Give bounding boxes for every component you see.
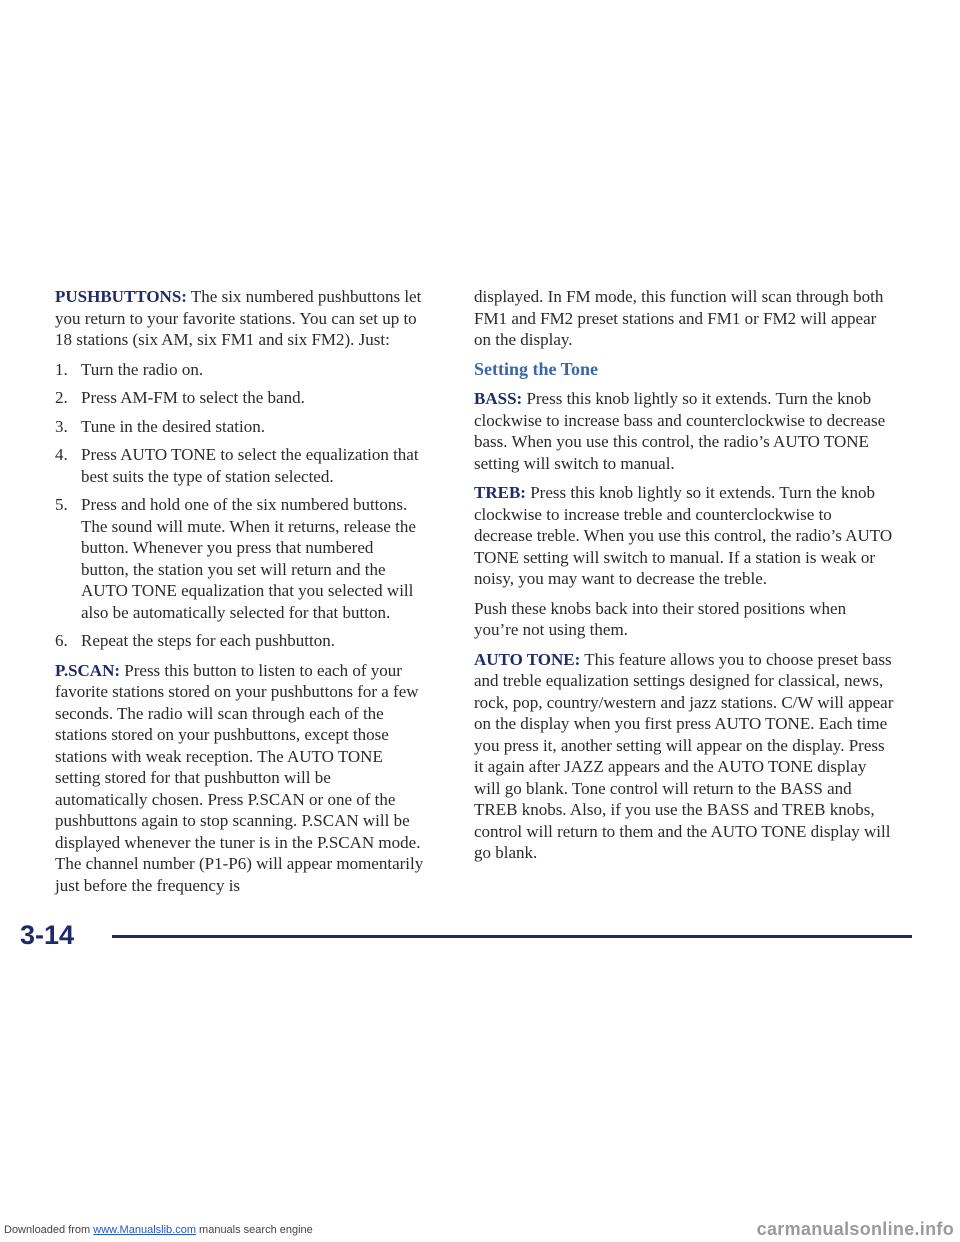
page-number: 3-14: [20, 920, 75, 950]
pscan-label: P.SCAN:: [55, 660, 121, 680]
right-column: [474, 286, 894, 872]
step-text: Turn the radio on.: [81, 359, 204, 379]
continuation-paragraph: displayed. In FM mode, this function will scan through both FM1 and FM2 preset stations and FM1 or FM2 will appear on the display.: [474, 287, 884, 349]
step-number: 1.: [55, 359, 68, 379]
step-item: [55, 359, 425, 381]
site-watermark: carmanualsonline.info: [756, 1219, 954, 1239]
step-item: [55, 416, 425, 438]
step-text: Press AUTO TONE to select the equalization that best suits the type of station selected.: [81, 445, 419, 486]
watermark-prefix: Downloaded from: [4, 1224, 94, 1236]
step-text: Press AM-FM to select the band.: [81, 388, 305, 407]
pushbuttons-text: The six numbered pushbuttons let you return to your favorite stations. You can set up to 18 stations (six AM, six FM1 and six FM2). Just:: [55, 287, 422, 349]
auto-tone-paragraph: [474, 649, 894, 864]
download-watermark: [4, 1224, 313, 1236]
step-number: 6.: [55, 631, 68, 650]
manualslib-link[interactable]: www.Manualslib.com: [93, 1224, 196, 1236]
step-item: [55, 444, 425, 487]
left-column: [55, 286, 425, 904]
auto-tone-text: This feature allows you to choose preset bass and treble equalization settings designed for classical, news, rock, pop, country/western and jazz stations. C/W will appear on the display when you first press AUTO TONE. Each time you press it, another setting will appear on the display. Press it again after JAZZ appears and the AUTO TONE display will go blank. Tone control will return to the BASS and TREB knobs. Also, if you use the BASS and TREB knobs, control will return to them and the AUTO TONE display will go blank.: [474, 649, 894, 862]
footer-rule: [112, 935, 912, 938]
step-number: 4.: [55, 445, 68, 464]
step-item: [55, 630, 425, 652]
step-number: 5.: [55, 495, 68, 514]
bass-text: Press this knob lightly so it extends. Turn the knob clockwise to increase bass and counterclockwise to decrease bass. When you use this control, the radio’s AUTO TONE setting will switch to manual.: [474, 389, 886, 473]
section-heading: Setting the Tone: [474, 358, 599, 379]
treb-label: TREB:: [474, 483, 526, 502]
step-item: [55, 494, 425, 623]
step-number: 3.: [55, 416, 68, 436]
step-text: Tune in the desired station.: [81, 416, 265, 436]
bass-label: BASS:: [474, 389, 523, 408]
step-text: Repeat the steps for each pushbutton.: [81, 631, 335, 650]
step-item: [55, 387, 425, 409]
push-back-paragraph: Push these knobs back into their stored positions when you’re not using them.: [474, 598, 847, 639]
watermark-suffix: manuals search engine: [195, 1224, 313, 1236]
pscan-text: Press this button to listen to each of your favorite stations stored on your pushbuttons for a few seconds. The radio will scan through each of the stations stored on your pushbuttons, except those stations with weak reception. The AUTO TONE setting stored for that pushbutton will be automatically chosen. Press P.SCAN or one of the pushbuttons again to stop scanning. P.SCAN will be displayed whenever the tuner is in the P.SCAN mode. The channel number (P1-P6) will appear momentarily just before the frequency is: [55, 660, 424, 895]
treb-paragraph: [474, 482, 894, 590]
pscan-paragraph: [55, 660, 425, 897]
pushbuttons-paragraph: [55, 286, 425, 351]
pushbuttons-label: PUSHBUTTONS:: [55, 287, 187, 306]
bass-paragraph: [474, 388, 894, 474]
auto-tone-label: AUTO TONE:: [474, 649, 581, 669]
steps-list: [55, 359, 425, 652]
treb-text: Press this knob lightly so it extends. Turn the knob clockwise to increase treble and counterclockwise to decrease treble. When you use this control, the radio’s AUTO TONE setting will switch to manual. If a station is weak or noisy, you may want to decrease the treble.: [474, 483, 893, 588]
step-number: 2.: [55, 388, 68, 407]
step-text: Press and hold one of the six numbered buttons. The sound will mute. When it returns, release the button. Whenever you press that numbered button, the station you set will return and the AUTO TONE equalization that you selected will also be automatically selected for that button.: [81, 495, 416, 622]
